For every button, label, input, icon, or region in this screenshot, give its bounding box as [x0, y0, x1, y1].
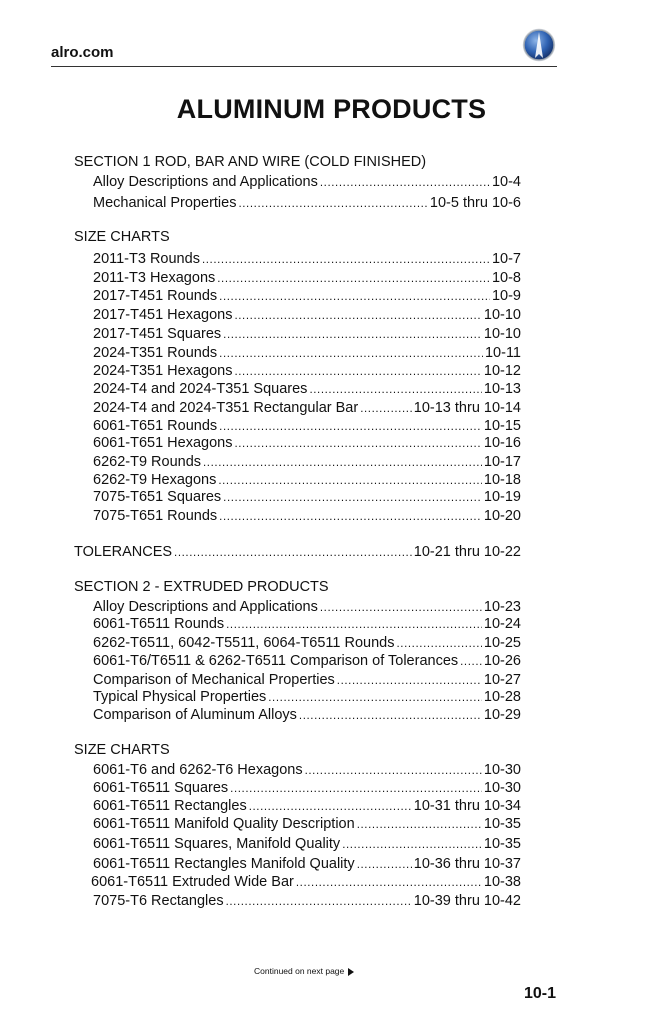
page-number: 10-1 [524, 985, 557, 1002]
dot-leader [223, 489, 482, 507]
toc-entry-page: 10-38 [483, 874, 521, 890]
toc-entry-page: 10-28 [483, 689, 521, 705]
dot-leader [460, 653, 482, 671]
toc-entry-page: 10-8 [491, 270, 521, 286]
toc-entry-label: 6061-T651 Rounds [93, 418, 218, 434]
dot-leader [223, 326, 482, 344]
toc-entry-label: 6262-T9 Rounds [93, 454, 202, 470]
toc-entry-label: Alloy Descriptions and Applications [93, 599, 318, 615]
toc-entry[interactable] [93, 269, 521, 288]
dot-leader [174, 544, 412, 562]
toc-entry-label: Typical Physical Properties [93, 689, 267, 705]
toc-entry-page: 10-26 [483, 653, 521, 669]
toc-entry-label: 7075-T651 Squares [93, 489, 222, 505]
toc-entry-page: 10-15 [483, 418, 521, 434]
toc-entry-label: 6061-T6 and 6262-T6 Hexagons [93, 762, 303, 778]
toc-entry-page: 10-11 [484, 345, 521, 361]
dot-leader [309, 381, 481, 399]
toc-entry[interactable] [93, 507, 521, 526]
toc-entry[interactable] [93, 815, 521, 834]
toc-entry[interactable] [93, 634, 521, 653]
toc-entry-label: 6061-T6511 Rectangles [93, 798, 247, 814]
toc-entry[interactable] [93, 194, 521, 213]
toc-entry-label: 6061-T6511 Squares [93, 780, 229, 796]
toc-entry-page: 10-27 [483, 672, 521, 688]
section-heading: SECTION 2 - EXTRUDED PRODUCTS [74, 579, 329, 595]
dot-leader [360, 400, 412, 418]
toc-entry[interactable] [93, 652, 521, 671]
toc-entry[interactable] [93, 706, 521, 725]
dot-leader [238, 195, 427, 213]
dot-leader [299, 707, 482, 725]
dot-leader [320, 174, 490, 192]
toc-entry-label: 6061-T6511 Rectangles Manifold Quality [93, 856, 355, 872]
toc-entry-page: 10-13 thru 10-14 [413, 400, 521, 416]
header-rule [51, 66, 557, 67]
toc-entry-label: Comparison of Mechanical Properties [93, 672, 335, 688]
toc-entry-label: 2024-T351 Rounds [93, 345, 218, 361]
dot-leader [342, 836, 482, 854]
arrow-right-icon [348, 968, 354, 976]
toc-entry-page: 10-35 [483, 816, 521, 832]
section-heading: SIZE CHARTS [74, 742, 170, 758]
toc-entry[interactable] [93, 797, 521, 816]
dot-leader [234, 307, 481, 325]
toc-entry[interactable] [74, 543, 521, 562]
toc-entry-label: 6061-T6511 Rounds [93, 616, 225, 632]
toc-entry-page: 10-12 [483, 363, 521, 379]
dot-leader [230, 780, 482, 798]
dot-leader [226, 893, 412, 911]
toc-entry-label: Comparison of Aluminum Alloys [93, 707, 297, 723]
dot-leader [249, 798, 412, 816]
page-title: ALUMINUM PRODUCTS [176, 94, 487, 124]
toc-entry-page: 10-20 [483, 508, 521, 524]
dot-leader [226, 616, 482, 634]
toc-entry-page: 10-16 [483, 435, 521, 451]
toc-entry[interactable] [93, 761, 521, 780]
toc-entry-label: Mechanical Properties [93, 195, 237, 211]
toc-entry[interactable] [93, 835, 521, 854]
dot-leader [397, 635, 482, 653]
toc-entry-page: 10-18 [483, 472, 521, 488]
toc-entry-page: 10-24 [483, 616, 521, 632]
dot-leader [268, 689, 482, 707]
toc-entry-label: 2024-T351 Hexagons [93, 363, 233, 379]
toc-entry-label: 6061-T6511 Manifold Quality Description [93, 816, 355, 832]
toc-entry-page: 10-9 [491, 288, 521, 304]
site-url[interactable]: alro.com [51, 44, 114, 61]
dot-leader [219, 345, 483, 363]
toc-entry-label: 6061-T6/T6511 & 6262-T6511 Comparison of Tolerances [93, 653, 459, 669]
dot-leader [296, 874, 482, 892]
toc-entry-page: 10-35 [483, 836, 521, 852]
dot-leader [219, 508, 482, 526]
dot-leader [357, 856, 412, 874]
toc-entry-page: 10-17 [483, 454, 521, 470]
toc-entry-page: 10-23 [483, 599, 521, 615]
toc-entry[interactable] [93, 488, 521, 507]
toc-entry-page: 10-29 [483, 707, 521, 723]
toc-entry-label: 6061-T6511 Squares, Manifold Quality [93, 836, 341, 852]
section-heading: SIZE CHARTS [74, 229, 170, 245]
dot-leader [202, 251, 490, 269]
toc-entry-label: 2017-T451 Squares [93, 326, 222, 342]
dot-leader [357, 816, 482, 834]
dot-leader [234, 435, 481, 453]
toc-entry[interactable] [93, 380, 521, 399]
toc-entry[interactable] [93, 344, 521, 363]
toc-entry[interactable] [93, 306, 521, 325]
continued-note [254, 966, 354, 976]
toc-entry-label: 7075-T651 Rounds [93, 508, 218, 524]
toc-entry-label: 2017-T451 Rounds [93, 288, 218, 304]
dot-leader [234, 363, 481, 381]
toc-entry-page: 10-10 [483, 326, 521, 342]
toc-entry-label: 6262-T6511, 6042-T5511, 6064-T6511 Rounds [93, 635, 395, 651]
toc-entry[interactable] [93, 287, 521, 306]
dot-leader [203, 454, 482, 472]
dot-leader [217, 270, 490, 288]
toc-entry-label: 2017-T451 Hexagons [93, 307, 233, 323]
toc-entry[interactable] [91, 873, 521, 892]
toc-entry[interactable] [93, 779, 521, 798]
toc-entry-label: 2024-T4 and 2024-T351 Squares [93, 381, 308, 397]
toc-entry[interactable] [93, 362, 521, 381]
toc-entry-label: 2011-T3 Hexagons [93, 270, 216, 286]
toc-entry[interactable] [93, 173, 521, 192]
dot-leader [219, 288, 490, 306]
toc-entry[interactable] [93, 453, 521, 472]
toc-entry-label: 6262-T9 Hexagons [93, 472, 217, 488]
toc-entry[interactable] [93, 434, 521, 453]
toc-entry-page: 10-30 [483, 780, 521, 796]
toc-entry-label: 6061-T651 Hexagons [93, 435, 233, 451]
toc-entry-label: 7075-T6 Rectangles [93, 893, 224, 909]
toc-entry-page: 10-31 thru 10-34 [413, 798, 521, 814]
alro-logo-icon [522, 28, 556, 62]
toc-entry-label: 2011-T3 Rounds [93, 251, 200, 267]
dot-leader [305, 762, 482, 780]
toc-entry[interactable] [93, 399, 521, 418]
toc-entry-label: Alloy Descriptions and Applications [93, 174, 318, 190]
toc-entry[interactable] [93, 325, 521, 344]
toc-entry-page: 10-39 thru 10-42 [413, 893, 521, 909]
toc-entry-page: 10-10 [483, 307, 521, 323]
toc-entry-label: 2024-T4 and 2024-T351 Rectangular Bar [93, 400, 359, 416]
toc-entry-page: 10-19 [483, 489, 521, 505]
toc-entry-page: 10-7 [491, 251, 521, 267]
toc-entry-label: 6061-T6511 Extruded Wide Bar [91, 874, 294, 890]
toc-entry[interactable] [93, 892, 521, 911]
toc-entry-page: 10-5 thru 10-6 [429, 195, 521, 211]
toc-entry[interactable] [93, 855, 521, 874]
toc-entry[interactable] [93, 615, 521, 634]
section-heading: SECTION 1 ROD, BAR AND WIRE (COLD FINISHED) [74, 154, 427, 170]
toc-entry-page: 10-25 [483, 635, 521, 651]
toc-entry-page: 10-4 [491, 174, 521, 190]
toc-entry-page: 10-21 thru 10-22 [413, 544, 521, 560]
toc-entry[interactable] [93, 250, 521, 269]
continued-label: Continued on next page [254, 966, 345, 976]
toc-entry-label: TOLERANCES [74, 544, 173, 560]
toc-entry-page: 10-36 thru 10-37 [413, 856, 521, 872]
toc-entry[interactable] [93, 688, 521, 707]
toc-entry-page: 10-30 [483, 762, 521, 778]
toc-entry-page: 10-13 [483, 381, 521, 397]
